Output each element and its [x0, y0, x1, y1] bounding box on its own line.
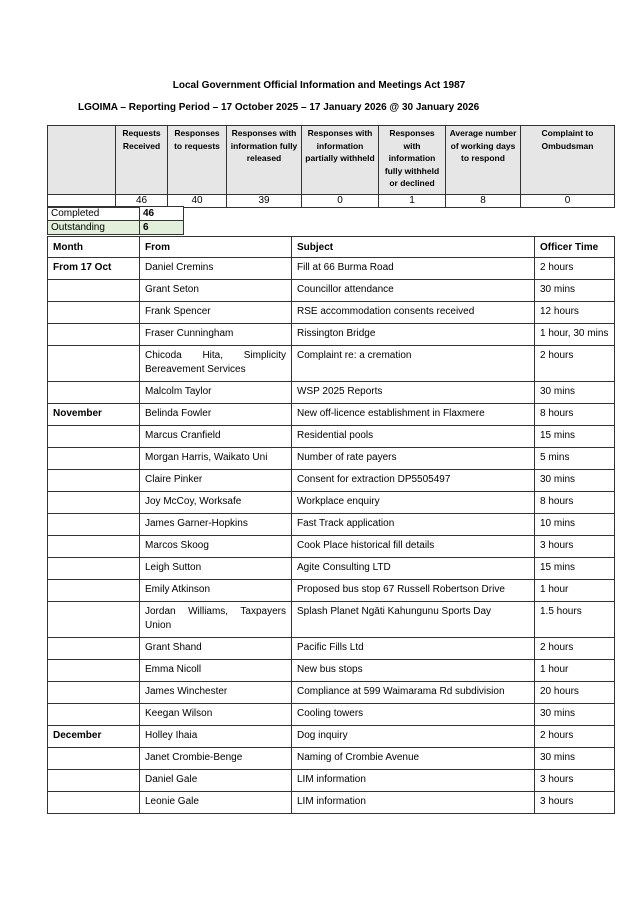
summary-header: Responses with information partially withheld — [302, 126, 379, 195]
table-row — [48, 470, 615, 492]
completed-row — [48, 207, 184, 221]
status-table — [47, 206, 184, 235]
subject-cell: Workplace enquiry — [292, 492, 535, 514]
summary-header-row — [48, 126, 615, 195]
table-row — [48, 448, 615, 470]
table-row — [48, 558, 615, 580]
subject-cell: WSP 2025 Reports — [292, 382, 535, 404]
table-row — [48, 302, 615, 324]
subject-cell: Complaint re: a cremation — [292, 346, 535, 382]
from-cell: Jordan Williams, Taxpayers Union — [140, 602, 292, 638]
month-cell — [48, 682, 140, 704]
from-cell: Marcos Skoog — [140, 536, 292, 558]
officer-time-cell: 20 hours — [535, 682, 615, 704]
request-log-table — [47, 236, 615, 814]
table-row — [48, 704, 615, 726]
from-cell: Belinda Fowler — [140, 404, 292, 426]
from-cell: Frank Spencer — [140, 302, 292, 324]
month-cell — [48, 280, 140, 302]
officer-time-cell: 2 hours — [535, 638, 615, 660]
table-row — [48, 682, 615, 704]
subject-cell: Splash Planet Ngāti Kahungunu Sports Day — [292, 602, 535, 638]
from-cell: Marcus Cranfield — [140, 426, 292, 448]
table-row — [48, 280, 615, 302]
month-cell — [48, 558, 140, 580]
month-cell — [48, 426, 140, 448]
from-cell: Keegan Wilson — [140, 704, 292, 726]
officer-time-cell: 1 hour — [535, 660, 615, 682]
officer-time-cell: 30 mins — [535, 748, 615, 770]
officer-time-cell: 2 hours — [535, 258, 615, 280]
from-cell: Janet Crombie-Benge — [140, 748, 292, 770]
subject-cell: New bus stops — [292, 660, 535, 682]
outstanding-label: Outstanding — [48, 221, 140, 235]
officer-time-cell: 30 mins — [535, 704, 615, 726]
month-cell — [48, 302, 140, 324]
month-cell — [48, 580, 140, 602]
from-cell: James Winchester — [140, 682, 292, 704]
table-row — [48, 748, 615, 770]
officer-time-cell: 1 hour — [535, 580, 615, 602]
table-row — [48, 638, 615, 660]
from-cell: Emily Atkinson — [140, 580, 292, 602]
summary-header: Complaint to Ombudsman — [521, 126, 615, 195]
month-cell — [48, 770, 140, 792]
subject-cell: Fill at 66 Burma Road — [292, 258, 535, 280]
month-cell: December — [48, 726, 140, 748]
officer-time-cell: 5 mins — [535, 448, 615, 470]
officer-time-cell: 10 mins — [535, 514, 615, 536]
month-cell — [48, 660, 140, 682]
month-cell — [48, 382, 140, 404]
month-cell — [48, 448, 140, 470]
subject-cell: Councillor attendance — [292, 280, 535, 302]
reporting-period-heading: LGOIMA – Reporting Period – 17 October 2025 – 17 January 2026 @ 30 January 2026 — [78, 102, 480, 113]
table-row — [48, 602, 615, 638]
subject-cell: Cooling towers — [292, 704, 535, 726]
from-cell: James Garner-Hopkins — [140, 514, 292, 536]
month-cell — [48, 324, 140, 346]
officer-time-cell: 15 mins — [535, 558, 615, 580]
officer-time-cell: 8 hours — [535, 404, 615, 426]
summary-value: 40 — [168, 195, 227, 208]
officer-time-cell: 1.5 hours — [535, 602, 615, 638]
table-row — [48, 346, 615, 382]
table-row — [48, 258, 615, 280]
outstanding-value: 6 — [140, 221, 184, 235]
from-cell: Holley Ihaia — [140, 726, 292, 748]
officer-time-cell: 2 hours — [535, 726, 615, 748]
month-column-header: Month — [48, 237, 140, 258]
summary-header: Responses with information fully released — [227, 126, 302, 195]
from-cell: Claire Pinker — [140, 470, 292, 492]
officer-time-cell: 30 mins — [535, 280, 615, 302]
from-cell: Grant Seton — [140, 280, 292, 302]
subject-cell: Fast Track application — [292, 514, 535, 536]
subject-cell: Compliance at 599 Waimarama Rd subdivision — [292, 682, 535, 704]
subject-cell: Rissington Bridge — [292, 324, 535, 346]
subject-cell: Residential pools — [292, 426, 535, 448]
summary-corner-cell — [48, 126, 116, 195]
summary-value: 8 — [446, 195, 521, 208]
subject-cell: Dog inquiry — [292, 726, 535, 748]
table-row — [48, 660, 615, 682]
table-row — [48, 404, 615, 426]
completed-label: Completed — [48, 207, 140, 221]
table-row — [48, 580, 615, 602]
month-cell — [48, 792, 140, 814]
month-cell — [48, 492, 140, 514]
subject-cell: Cook Place historical fill details — [292, 536, 535, 558]
summary-header: Requests Received — [116, 126, 168, 195]
log-body — [48, 258, 615, 814]
summary-value: 39 — [227, 195, 302, 208]
table-row — [48, 536, 615, 558]
month-cell — [48, 346, 140, 382]
officer-time-cell: 2 hours — [535, 346, 615, 382]
outstanding-row — [48, 221, 184, 235]
table-row — [48, 492, 615, 514]
summary-table — [47, 125, 615, 208]
table-row — [48, 770, 615, 792]
officer-time-cell: 8 hours — [535, 492, 615, 514]
subject-cell: Consent for extraction DP5505497 — [292, 470, 535, 492]
subject-cell: RSE accommodation consents received — [292, 302, 535, 324]
table-row — [48, 324, 615, 346]
month-cell — [48, 748, 140, 770]
from-cell: Emma Nicoll — [140, 660, 292, 682]
from-cell: Daniel Cremins — [140, 258, 292, 280]
officer-time-cell: 30 mins — [535, 382, 615, 404]
subject-cell: LIM information — [292, 770, 535, 792]
from-cell: Joy McCoy, Worksafe — [140, 492, 292, 514]
table-row — [48, 792, 615, 814]
summary-value: 1 — [379, 195, 446, 208]
summary-value: 46 — [116, 195, 168, 208]
table-row — [48, 426, 615, 448]
from-column-header: From — [140, 237, 292, 258]
month-cell — [48, 514, 140, 536]
summary-value: 0 — [521, 195, 615, 208]
summary-header: Average number of working days to respond — [446, 126, 521, 195]
completed-value: 46 — [140, 207, 184, 221]
table-row — [48, 382, 615, 404]
from-cell: Grant Shand — [140, 638, 292, 660]
from-cell: Morgan Harris, Waikato Uni — [140, 448, 292, 470]
subject-cell: New off-licence establishment in Flaxmere — [292, 404, 535, 426]
table-row — [48, 726, 615, 748]
officer-time-cell: 15 mins — [535, 426, 615, 448]
subject-column-header: Subject — [292, 237, 535, 258]
log-header-row — [48, 237, 615, 258]
subject-cell: Proposed bus stop 67 Russell Robertson Drive — [292, 580, 535, 602]
officer-time-column-header: Officer Time — [535, 237, 615, 258]
summary-header: Responses with information fully withheld or declined — [379, 126, 446, 195]
from-cell: Chicoda Hita, Simplicity Bereavement Services — [140, 346, 292, 382]
officer-time-cell: 12 hours — [535, 302, 615, 324]
month-cell — [48, 470, 140, 492]
month-cell — [48, 638, 140, 660]
officer-time-cell: 30 mins — [535, 470, 615, 492]
from-cell: Leonie Gale — [140, 792, 292, 814]
month-cell — [48, 602, 140, 638]
month-cell: From 17 Oct — [48, 258, 140, 280]
from-cell: Daniel Gale — [140, 770, 292, 792]
document-title: Local Government Official Information and Meetings Act 1987 — [172, 80, 466, 91]
from-cell: Leigh Sutton — [140, 558, 292, 580]
month-cell — [48, 704, 140, 726]
officer-time-cell: 3 hours — [535, 536, 615, 558]
from-cell: Malcolm Taylor — [140, 382, 292, 404]
subject-cell: Pacific Fills Ltd — [292, 638, 535, 660]
subject-cell: Number of rate payers — [292, 448, 535, 470]
summary-value: 0 — [302, 195, 379, 208]
summary-header: Responses to requests — [168, 126, 227, 195]
officer-time-cell: 3 hours — [535, 792, 615, 814]
officer-time-cell: 3 hours — [535, 770, 615, 792]
subject-cell: LIM information — [292, 792, 535, 814]
from-cell: Fraser Cunningham — [140, 324, 292, 346]
subject-cell: Agite Consulting LTD — [292, 558, 535, 580]
subject-cell: Naming of Crombie Avenue — [292, 748, 535, 770]
month-cell — [48, 536, 140, 558]
month-cell: November — [48, 404, 140, 426]
table-row — [48, 514, 615, 536]
officer-time-cell: 1 hour, 30 mins — [535, 324, 615, 346]
